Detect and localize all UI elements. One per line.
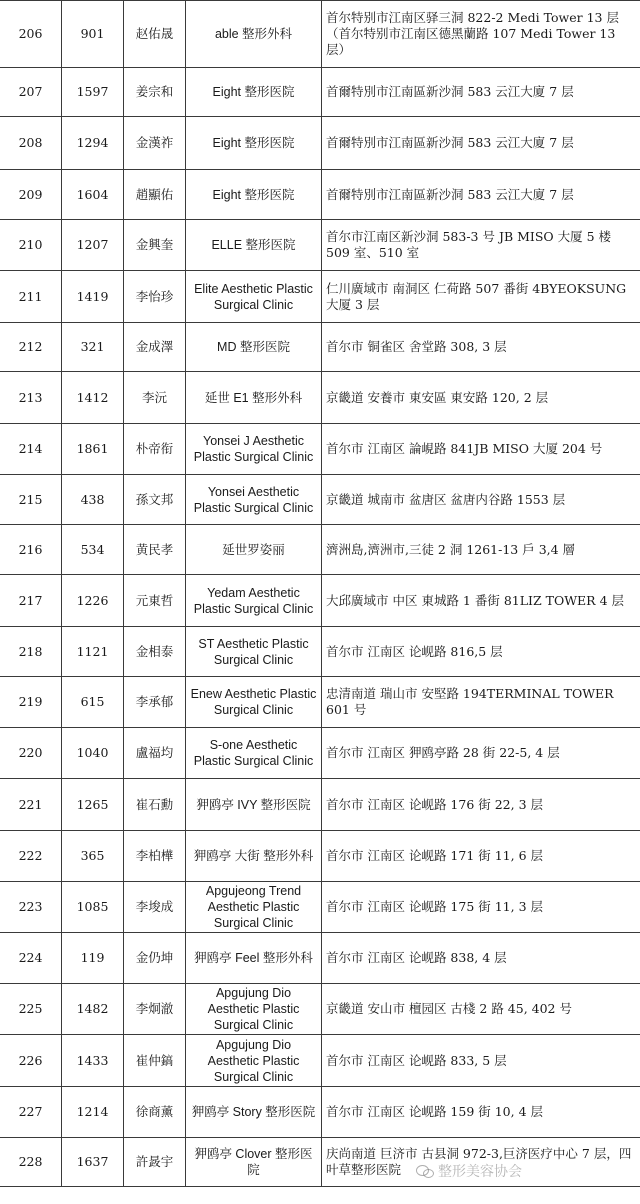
hospital-address-cell: 首尔特别市江南区驿三洞 822-2 Medi Tower 13 层（首尔特别市江南区德黑蘭路 107 Medi Tower 13 层） bbox=[322, 1, 640, 68]
table-row bbox=[0, 779, 640, 831]
doctor-name-cell: 盧福均 bbox=[124, 728, 186, 779]
doctor-name-cell: 李炯澈 bbox=[124, 984, 186, 1035]
row-number-cell: 220 bbox=[0, 728, 62, 779]
hospital-name-cell: Apgujung Dio Aesthetic Plastic Surgical Clinic bbox=[186, 984, 322, 1035]
table-row bbox=[0, 728, 640, 779]
doctor-name-cell: 朴帝衔 bbox=[124, 424, 186, 475]
row-number-cell: 227 bbox=[0, 1087, 62, 1138]
row-number-cell: 212 bbox=[0, 323, 62, 372]
row-number-cell: 207 bbox=[0, 68, 62, 117]
hospital-address-cell: 忠清南道 瑞山市 安堅路 194TERMINAL TOWER 601 号 bbox=[322, 677, 640, 728]
doctor-name-cell: 崔石勳 bbox=[124, 779, 186, 831]
table-row bbox=[0, 68, 640, 117]
hospital-name-cell: Eight 整形医院 bbox=[186, 117, 322, 170]
license-number-cell: 1265 bbox=[62, 779, 124, 831]
license-number-cell: 438 bbox=[62, 475, 124, 525]
row-number-cell: 224 bbox=[0, 933, 62, 984]
hospital-name-cell: 狎鸥亭 Clover 整形医院 bbox=[186, 1138, 322, 1187]
table-row bbox=[0, 1087, 640, 1138]
table-row bbox=[0, 677, 640, 728]
hospital-address-cell: 京畿道 安養市 東安區 東安路 120, 2 层 bbox=[322, 372, 640, 424]
hospital-name-cell: Yonsei J Aesthetic Plastic Surgical Clinic bbox=[186, 424, 322, 475]
doctor-name-cell: 徐商薰 bbox=[124, 1087, 186, 1138]
row-number-cell: 209 bbox=[0, 170, 62, 220]
table-row bbox=[0, 424, 640, 475]
doctor-name-cell: 許晸宇 bbox=[124, 1138, 186, 1187]
row-number-cell: 214 bbox=[0, 424, 62, 475]
license-number-cell: 1482 bbox=[62, 984, 124, 1035]
doctor-name-cell: 李埈成 bbox=[124, 882, 186, 933]
license-number-cell: 1121 bbox=[62, 627, 124, 677]
row-number-cell: 219 bbox=[0, 677, 62, 728]
hospital-address-cell: 首爾特別市江南區新沙洞 583 云江大廈 7 层 bbox=[322, 170, 640, 220]
hospital-name-cell: 延世 E1 整形外科 bbox=[186, 372, 322, 424]
hospital-address-cell: 首尔市 铜雀区 舍堂路 308, 3 层 bbox=[322, 323, 640, 372]
license-number-cell: 119 bbox=[62, 933, 124, 984]
license-number-cell: 1214 bbox=[62, 1087, 124, 1138]
hospital-address-cell: 首尔市 江南区 论岘路 171 街 11, 6 层 bbox=[322, 831, 640, 882]
row-number-cell: 217 bbox=[0, 575, 62, 627]
hospital-address-cell: 京畿道 城南市 盆唐区 盆唐内谷路 1553 层 bbox=[322, 475, 640, 525]
row-number-cell: 211 bbox=[0, 271, 62, 323]
license-number-cell: 534 bbox=[62, 525, 124, 575]
table-row bbox=[0, 933, 640, 984]
doctor-name-cell: 李沅 bbox=[124, 372, 186, 424]
hospital-name-cell: Eight 整形医院 bbox=[186, 68, 322, 117]
doctor-name-cell: 元東哲 bbox=[124, 575, 186, 627]
hospital-address-cell: 濟洲島,濟洲市,三徒 2 洞 1261-13 戶 3,4 層 bbox=[322, 525, 640, 575]
hospital-name-cell: 狎鸥亭 大街 整形外科 bbox=[186, 831, 322, 882]
hospital-name-cell: Enew Aesthetic Plastic Surgical Clinic bbox=[186, 677, 322, 728]
license-number-cell: 1597 bbox=[62, 68, 124, 117]
license-number-cell: 901 bbox=[62, 1, 124, 68]
doctor-name-cell: 金成澤 bbox=[124, 323, 186, 372]
row-number-cell: 216 bbox=[0, 525, 62, 575]
row-number-cell: 208 bbox=[0, 117, 62, 170]
license-number-cell: 1085 bbox=[62, 882, 124, 933]
table-row bbox=[0, 1035, 640, 1087]
doctor-name-cell: 金漢祚 bbox=[124, 117, 186, 170]
table-row bbox=[0, 1, 640, 68]
license-number-cell: 1604 bbox=[62, 170, 124, 220]
hospital-address-cell: 仁川廣域市 南洞区 仁荷路 507 番街 4BYEOKSUNG 大厦 3 层 bbox=[322, 271, 640, 323]
row-number-cell: 228 bbox=[0, 1138, 62, 1187]
doctor-name-cell: 李怡珍 bbox=[124, 271, 186, 323]
license-number-cell: 1419 bbox=[62, 271, 124, 323]
table-row bbox=[0, 323, 640, 372]
hospital-address-cell: 首尔市 江南区 論峴路 841JB MISO 大厦 204 号 bbox=[322, 424, 640, 475]
table-row bbox=[0, 831, 640, 882]
hospital-address-cell: 首尔市 江南区 论岘路 816,5 层 bbox=[322, 627, 640, 677]
table-row bbox=[0, 525, 640, 575]
hospital-address-cell: 京畿道 安山市 檀园区 古棧 2 路 45, 402 号 bbox=[322, 984, 640, 1035]
doctor-name-cell: 趙顯佑 bbox=[124, 170, 186, 220]
table-row bbox=[0, 882, 640, 933]
license-number-cell: 1433 bbox=[62, 1035, 124, 1087]
table-row bbox=[0, 1138, 640, 1187]
table-row bbox=[0, 475, 640, 525]
table-row bbox=[0, 627, 640, 677]
license-number-cell: 615 bbox=[62, 677, 124, 728]
doctor-name-cell: 黄民孝 bbox=[124, 525, 186, 575]
row-number-cell: 218 bbox=[0, 627, 62, 677]
row-number-cell: 210 bbox=[0, 220, 62, 271]
hospital-name-cell: ST Aesthetic Plastic Surgical Clinic bbox=[186, 627, 322, 677]
doctor-name-cell: 金仍坤 bbox=[124, 933, 186, 984]
hospital-name-cell: able 整形外科 bbox=[186, 1, 322, 68]
hospital-address-cell: 首尔市江南区新沙洞 583-3 号 JB MISO 大厦 5 楼 509 室、510 室 bbox=[322, 220, 640, 271]
hospital-name-cell: 狎鸥亭 Feel 整形外科 bbox=[186, 933, 322, 984]
hospital-name-cell: Elite Aesthetic Plastic Surgical Clinic bbox=[186, 271, 322, 323]
hospital-address-cell: 首爾特別市江南區新沙洞 583 云江大廈 7 层 bbox=[322, 117, 640, 170]
license-number-cell: 1412 bbox=[62, 372, 124, 424]
table-row bbox=[0, 117, 640, 170]
hospital-name-cell: Yedam Aesthetic Plastic Surgical Clinic bbox=[186, 575, 322, 627]
watermark-text: 整形美容协会 bbox=[438, 1164, 522, 1180]
doctor-name-cell: 赵佑晟 bbox=[124, 1, 186, 68]
hospital-name-cell: S-one Aesthetic Plastic Surgical Clinic bbox=[186, 728, 322, 779]
table-row bbox=[0, 372, 640, 424]
hospital-name-cell: ELLE 整形医院 bbox=[186, 220, 322, 271]
doctor-name-cell: 姜宗和 bbox=[124, 68, 186, 117]
row-number-cell: 225 bbox=[0, 984, 62, 1035]
hospital-name-cell: Apgujung Dio Aesthetic Plastic Surgical Clinic bbox=[186, 1035, 322, 1087]
hospital-address-cell: 首尔市 江南区 论岘路 175 街 11, 3 层 bbox=[322, 882, 640, 933]
doctor-name-cell: 崔仲鎬 bbox=[124, 1035, 186, 1087]
row-number-cell: 206 bbox=[0, 1, 62, 68]
hospital-name-cell: Apgujeong Trend Aesthetic Plastic Surgical Clinic bbox=[186, 882, 322, 933]
hospital-address-cell: 首尔市 江南区 论岘路 176 街 22, 3 层 bbox=[322, 779, 640, 831]
doctor-name-cell: 孫文邦 bbox=[124, 475, 186, 525]
table-row bbox=[0, 271, 640, 323]
license-number-cell: 365 bbox=[62, 831, 124, 882]
table-row bbox=[0, 984, 640, 1035]
license-number-cell: 1226 bbox=[62, 575, 124, 627]
hospital-name-cell: 延世罗姿丽 bbox=[186, 525, 322, 575]
table-row bbox=[0, 220, 640, 271]
hospital-address-cell: 首尔市 江南区 论岘路 159 街 10, 4 层 bbox=[322, 1087, 640, 1138]
doctor-name-cell: 金相泰 bbox=[124, 627, 186, 677]
license-number-cell: 1861 bbox=[62, 424, 124, 475]
table-row bbox=[0, 575, 640, 627]
hospital-address-cell: 庆尚南道 巨济市 古县洞 972-3,巨济医疗中心 7 层，四叶草整形医院 bbox=[322, 1138, 640, 1187]
table-body bbox=[0, 1, 640, 1187]
row-number-cell: 215 bbox=[0, 475, 62, 525]
row-number-cell: 221 bbox=[0, 779, 62, 831]
hospital-address-cell: 首尔市 江南区 论岘路 838, 4 层 bbox=[322, 933, 640, 984]
hospital-address-cell: 首尔市 江南区 狎鸥亭路 28 街 22-5, 4 层 bbox=[322, 728, 640, 779]
license-number-cell: 1207 bbox=[62, 220, 124, 271]
hospital-name-cell: 狎鸥亭 IVY 整形医院 bbox=[186, 779, 322, 831]
license-number-cell: 321 bbox=[62, 323, 124, 372]
doctor-name-cell: 金興奎 bbox=[124, 220, 186, 271]
hospital-address-cell: 大邱廣域市 中区 東城路 1 番街 81LIZ TOWER 4 层 bbox=[322, 575, 640, 627]
hospital-name-cell: 狎鸥亭 Story 整形医院 bbox=[186, 1087, 322, 1138]
hospital-address-cell: 首爾特別市江南區新沙洞 583 云江大廈 7 层 bbox=[322, 68, 640, 117]
license-number-cell: 1637 bbox=[62, 1138, 124, 1187]
hospital-name-cell: MD 整形医院 bbox=[186, 323, 322, 372]
doctor-name-cell: 李柏樺 bbox=[124, 831, 186, 882]
hospital-name-cell: Eight 整形医院 bbox=[186, 170, 322, 220]
hospital-address-cell: 首尔市 江南区 论岘路 833, 5 层 bbox=[322, 1035, 640, 1087]
row-number-cell: 222 bbox=[0, 831, 62, 882]
hospital-name-cell: Yonsei Aesthetic Plastic Surgical Clinic bbox=[186, 475, 322, 525]
table-row bbox=[0, 170, 640, 220]
row-number-cell: 213 bbox=[0, 372, 62, 424]
row-number-cell: 223 bbox=[0, 882, 62, 933]
row-number-cell: 226 bbox=[0, 1035, 62, 1087]
license-number-cell: 1040 bbox=[62, 728, 124, 779]
license-number-cell: 1294 bbox=[62, 117, 124, 170]
doctor-name-cell: 李承郁 bbox=[124, 677, 186, 728]
